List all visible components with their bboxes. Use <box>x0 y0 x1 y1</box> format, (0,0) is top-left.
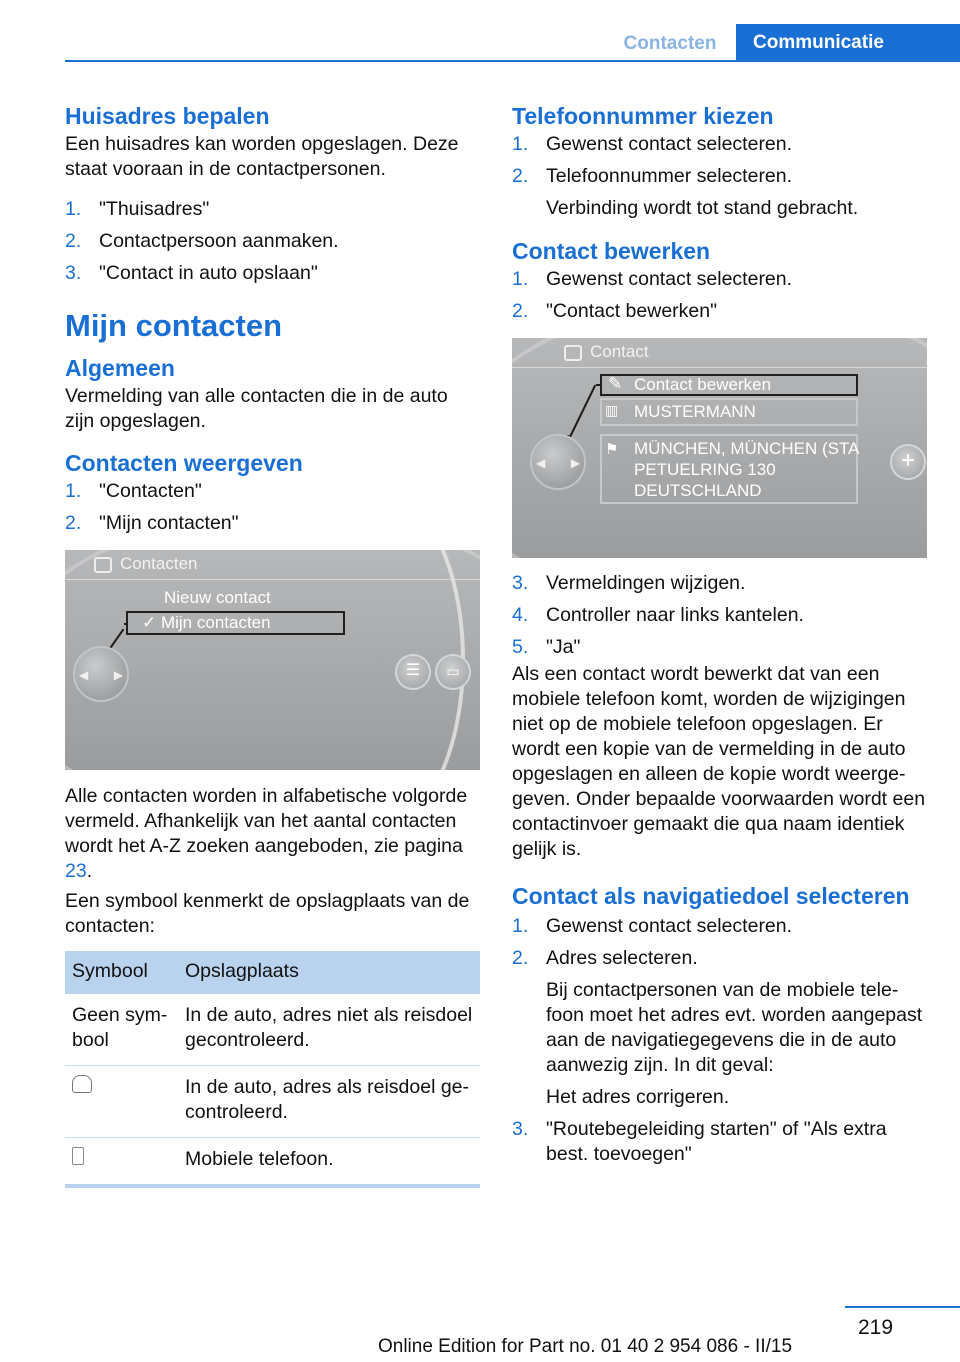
list-item: 1. "Thuisadres" <box>65 198 210 220</box>
address-line-3: DEUTSCHLAND <box>634 481 762 500</box>
contact-name: MUSTERMANN <box>634 402 756 421</box>
heading-mijn-contacten: Mijn contacten <box>65 308 283 343</box>
page-number: 219 <box>858 1316 894 1339</box>
heading-huisadres: Huisadres bepalen <box>65 103 270 129</box>
screenshot-contact-bewerken <box>512 338 927 558</box>
plus-icon: + <box>890 444 926 480</box>
list-item: 3. "Routebegeleiding starten" of "Als extra best. toevoegen" <box>512 1118 887 1165</box>
footer-rule <box>845 1306 960 1308</box>
list-item: 2. "Mijn contacten" <box>65 512 239 534</box>
list-item: 3. "Contact in auto opslaan" <box>65 262 318 284</box>
menu-item-mijn-contacten: ✓ Mijn contacten <box>142 613 271 632</box>
left-column <box>65 100 480 1188</box>
list-item: 2. "Contact bewerken" <box>512 300 718 322</box>
controller-knob: ◀ ▶ <box>73 646 129 702</box>
header-tab-contacten[interactable]: Contacten <box>623 33 717 54</box>
heading-navigatiedoel: Contact als navigatiedoel selecteren <box>512 883 910 909</box>
screen-title: Contact <box>590 342 649 361</box>
list-huisadres <box>65 197 480 286</box>
pencil-icon: ✎ <box>608 374 623 393</box>
address-line-2: PETUELRING 130 <box>634 460 776 479</box>
list-item: 5. "Ja" <box>512 636 581 658</box>
menu-item-nieuw-contact: Nieuw contact <box>164 588 271 607</box>
heading-contacten-weergeven: Contacten weergeven <box>65 450 303 476</box>
person-icon: ▥ <box>605 402 619 418</box>
table-header-opslagplaats: Opslagplaats <box>178 951 480 994</box>
screen-title: Contacten <box>120 554 198 573</box>
list-item: 2. Contactpersoon aanmaken. <box>65 230 339 252</box>
heading-contact-bewerken: Contact bewerken <box>512 238 711 264</box>
navigation-flag-icon: ⚑ <box>605 441 619 458</box>
heading-algemeen: Algemeen <box>65 355 175 381</box>
list-item: 3. Vermeldingen wijzigen. <box>512 572 746 594</box>
list-kiezen <box>512 132 927 221</box>
list-bewerken <box>512 267 927 324</box>
symbol-table <box>65 951 480 1188</box>
list-item: 2. Adres selecteren. Bij contactpersonen van de mobiele telefoon moet het adres evt. worden aangepast aan de navigatiegegevens die in de auto aanwezig zijn. In dit geval: Het adres corrigeren. <box>512 947 923 1108</box>
footer-edition: Online Edition for Part no. 01 40 2 954 086 - II/15 <box>377 1336 793 1357</box>
list-item: 1. Gewenst contact selecteren. <box>512 915 793 937</box>
page-link[interactable]: 23 <box>65 860 87 882</box>
controller-knob: ◀ ▶ <box>530 434 586 490</box>
list-navigatiedoel <box>512 914 927 1167</box>
menu-item-contact-bewerken: Contact bewerken <box>634 375 772 394</box>
list-item: 1. "Contacten" <box>65 480 202 502</box>
heading-telefoonnummer-kiezen: Telefoonnummer kiezen <box>512 103 774 129</box>
list-item: 1. Gewenst contact selecteren. <box>512 133 793 155</box>
para-symbool: Een symbool kenmerkt de opslagplaats van de contacten: <box>65 890 470 937</box>
table-row: Geen symbool In de auto, adres niet als reisdoel gecontroleerd. <box>65 994 480 1066</box>
para-alfabetisch: Alle contacten worden in alfabetische volgorde vermeld. Afhankelijk van het aantal contacten wordt het A-Z zoeken aangeboden, zie pagina 23. <box>65 785 468 882</box>
right-column <box>512 100 927 1174</box>
para-huisadres: Een huisadres kan worden opgeslagen. Deze staat vooraan in de contactpersonen. <box>65 133 459 180</box>
list-item: 2. Telefoonnummer selecteren. Verbinding wordt tot stand gebracht. <box>512 165 859 219</box>
table-row: In de auto, adres als reisdoel gecontroleerd. <box>65 1066 480 1138</box>
mobile-phone-icon <box>72 1147 84 1165</box>
car-icon <box>72 1075 92 1093</box>
header-rule <box>65 60 960 62</box>
para-algemeen: Vermelding van alle contacten die in de auto zijn opgeslagen. <box>65 385 448 432</box>
table-header-symbool: Symbool <box>65 951 178 994</box>
options-icon: ☰ <box>395 654 431 690</box>
para-bewerkt: Als een contact wordt bewerkt dat van een mobiele telefoon komt, worden de wijzigingen niet op de mobiele telefoon opgeslagen. Er wordt een kopie van de vermelding in de auto opgeslagen en alleen de kopie wordt weergegeven. Onder bepaalde voorwaarden wordt een contactinvoer gemaakt die qua naam identiek gelijk is. <box>512 663 926 860</box>
list-weergeven <box>65 479 480 536</box>
header-tab-communicatie[interactable]: Communicatie <box>736 24 960 62</box>
screenshot-mijn-contacten <box>65 550 480 770</box>
list-item: 4. Controller naar links kantelen. <box>512 604 804 626</box>
table-row: Mobiele telefoon. <box>65 1138 480 1187</box>
address-line-1: MÜNCHEN, MÜNCHEN (STA <box>634 439 860 458</box>
list-item: 1. Gewenst contact selecteren. <box>512 268 793 290</box>
list-bewerken-vervolg <box>512 571 927 660</box>
table-header-row <box>65 951 480 994</box>
menu-icon: ▭ <box>435 654 471 690</box>
